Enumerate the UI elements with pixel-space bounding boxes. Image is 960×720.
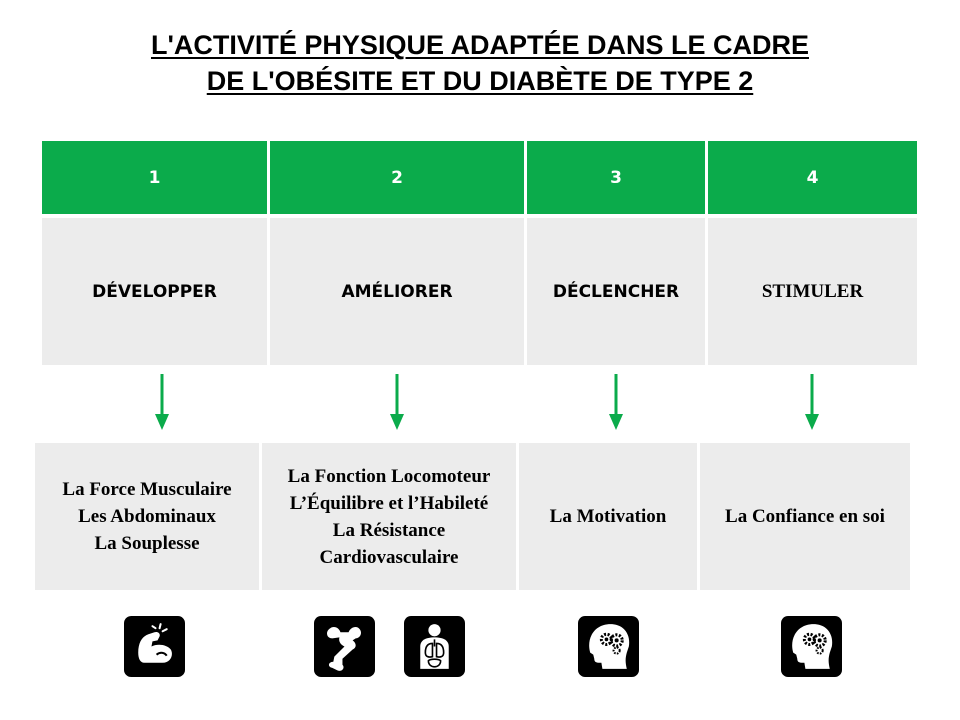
verb-ameliorer: AMÉLIORER [270,218,524,365]
column-number-1: 1 [42,141,267,214]
column-number-3: 3 [527,141,705,214]
head-gears-icon [578,616,639,677]
description-line: La Motivation [549,506,667,527]
page-title [0,27,960,99]
down-arrow-icon [609,374,623,430]
column-number-4: 4 [708,141,917,214]
description-line: La Force Musculaire [62,479,232,500]
description-line: La Fonction Locomoteur [287,465,491,487]
description-cell-2 [262,443,516,590]
verb-declencher: DÉCLENCHER [527,218,705,365]
flexed-arm-icon [124,616,185,677]
bone-joint-icon [314,616,375,677]
description-line: La Confiance en soi [725,506,885,527]
verb-developper: DÉVELOPPER [42,218,267,365]
description-line: L’Équilibre et l’Habileté [289,492,489,514]
description-line: Les Abdominaux [78,506,216,527]
human-organs-icon [404,616,465,677]
description-cell-1 [35,443,259,590]
description-cell-3 [519,443,697,590]
head-gears-icon [781,616,842,677]
description-cell-4 [700,443,910,590]
verb-stimuler: STIMULER [708,218,917,365]
down-arrow-icon [805,374,819,430]
description-line: Cardiovasculaire [319,546,459,568]
title-line-1: L'ACTIVITÉ PHYSIQUE ADAPTÉE DANS LE CADRE [151,30,809,60]
description-line: La Souplesse [94,533,200,554]
down-arrow-icon [155,374,169,430]
description-line: La Résistance [332,519,446,541]
down-arrow-icon [390,374,404,430]
title-line-2: DE L'OBÉSITE ET DU DIABÈTE DE TYPE 2 [206,66,754,96]
column-number-2: 2 [270,141,524,214]
